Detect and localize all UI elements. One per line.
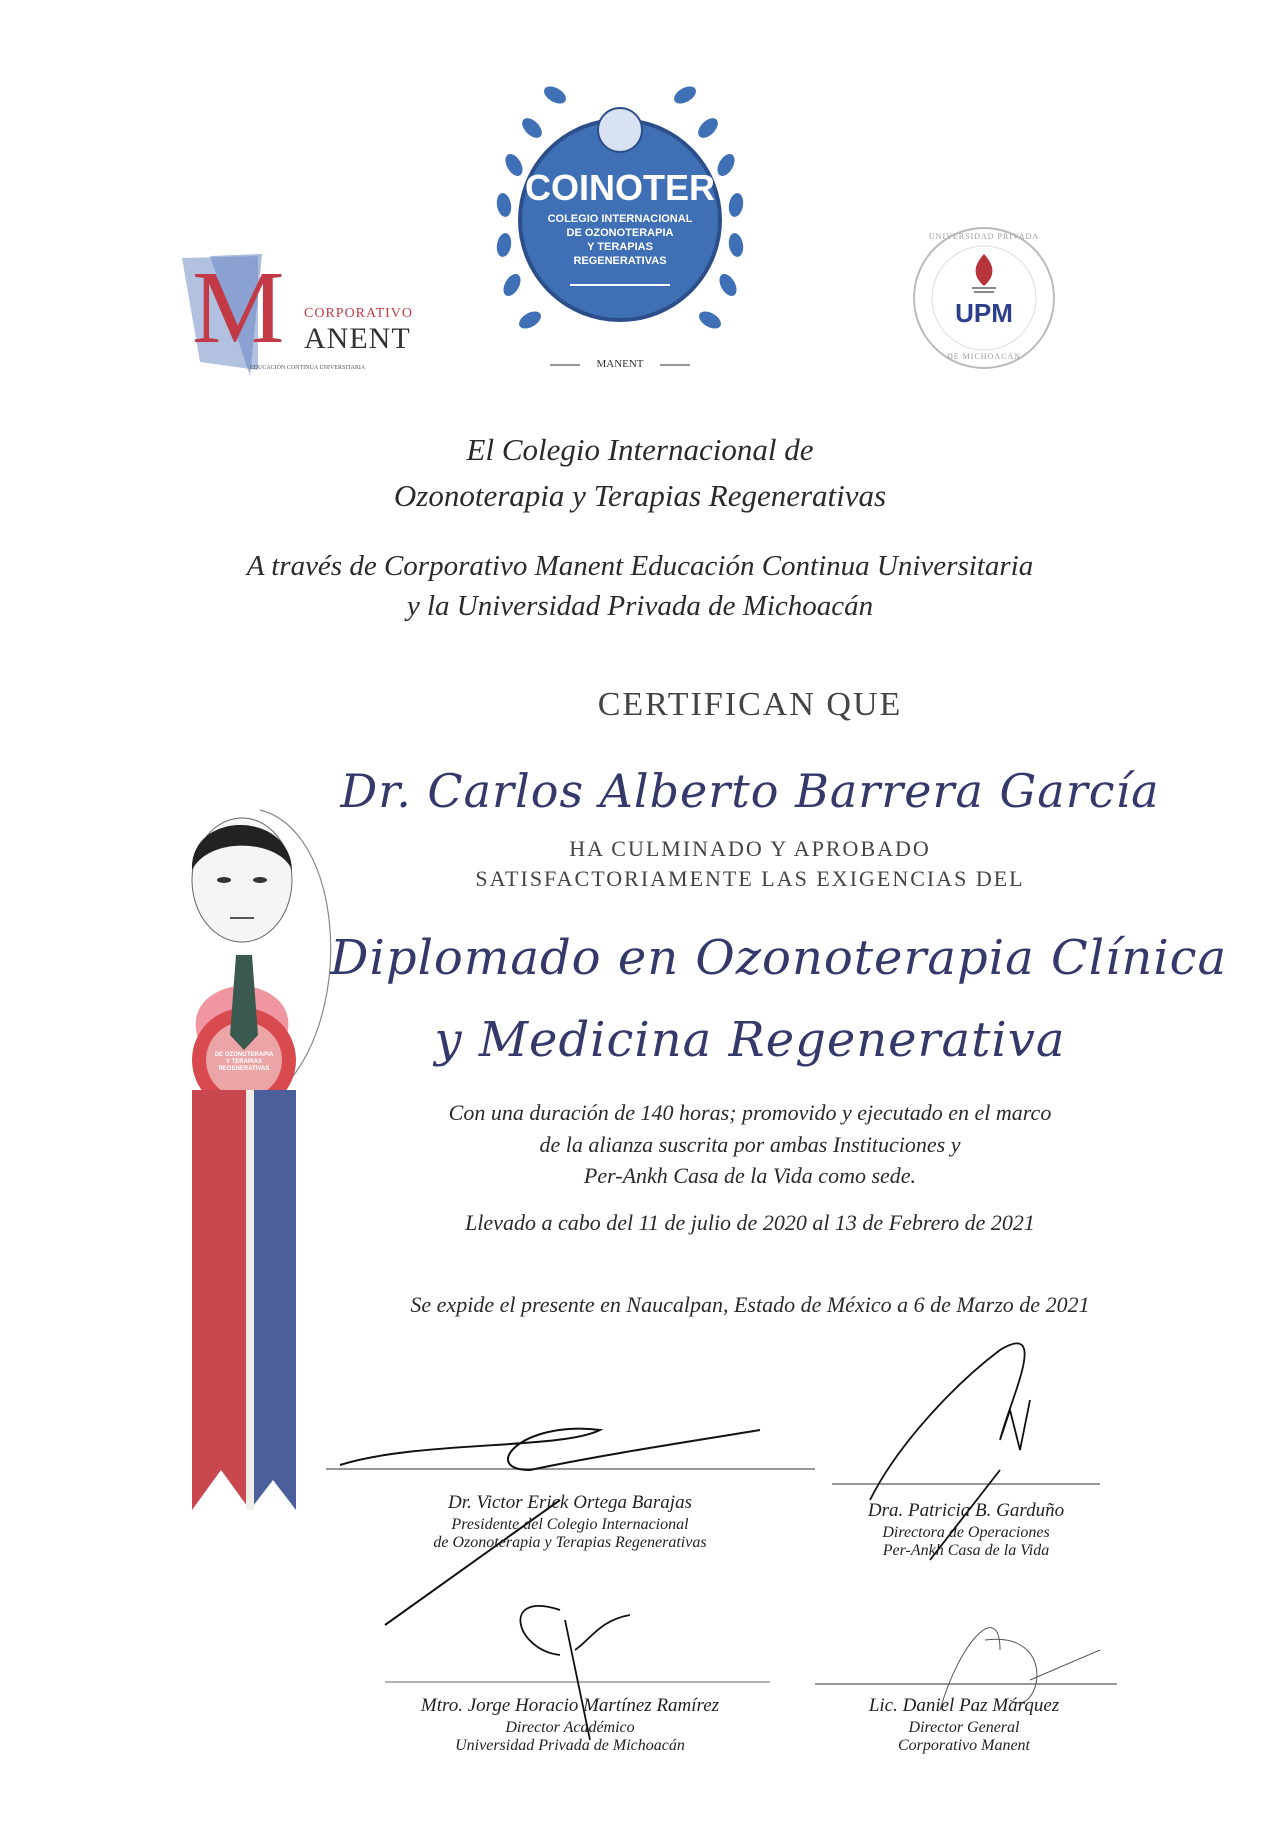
signatory-name: Lic. Daniel Paz Márquez — [868, 1695, 1060, 1716]
heading-line-4: y la Universidad Privada de Michoacán — [406, 590, 874, 622]
upm-ring-bottom: DE MICHOACÁN — [947, 352, 1021, 361]
heading-line-3: A través de Corporativo Manent Educación Continua Universitaria — [246, 550, 1034, 582]
manent-corporativo: CORPORATIVO — [304, 306, 414, 321]
signatory-role: Presidente del Colegio Internacional — [451, 1516, 689, 1533]
signatory-org: Universidad Privada de Michoacán — [455, 1737, 685, 1754]
coinoter-line: DE OZONOTERAPIA — [566, 227, 674, 239]
seal-line: REGENERATIVAS — [218, 1066, 270, 1072]
details-line-3: Per-Ankh Casa de la Vida como sede. — [583, 1163, 917, 1188]
details-line-1: Con una duración de 140 horas; promovido y ejecutado en el marco — [448, 1100, 1052, 1125]
signatory-org: Corporativo Manent — [898, 1737, 1030, 1754]
seal-line: Y TERAPIAS — [226, 1059, 262, 1065]
details-line-2: de la alianza suscrita por ambas Instituciones y — [539, 1132, 961, 1157]
signatory-name: Dr. Victor Erick Ortega Barajas — [448, 1492, 692, 1513]
certify-heading: CERTIFICAN QUE — [597, 686, 903, 723]
manent-name: ANENT — [304, 322, 411, 355]
upm-initials: UPM — [955, 298, 1013, 328]
signatory-2 — [766, 1500, 1166, 1560]
signatory-4 — [764, 1695, 1164, 1755]
heading-line-1: El Colegio Internacional de — [466, 432, 814, 467]
coinoter-subtitle — [490, 212, 750, 268]
program-line-1: Diplomado en Ozonoterapia Clínica — [330, 930, 1228, 986]
coinoter-line: COLEGIO INTERNACIONAL — [547, 213, 693, 225]
signatory-name: Mtro. Jorge Horacio Martínez Ramírez — [420, 1695, 720, 1716]
coinoter-title: COINOTER — [524, 167, 715, 208]
seal-text — [204, 1052, 284, 1073]
signatory-role: Director Académico — [505, 1719, 635, 1736]
manent-tagline: EDUCACIÓN CONTINUA UNIVERSITARIA — [250, 365, 366, 371]
statement-line-1: HA CULMINADO Y APROBADO — [569, 836, 931, 861]
signatory-role: Director General — [908, 1719, 1020, 1736]
recipient-photo — [140, 790, 360, 1520]
upm-ring-top: UNIVERSIDAD PRIVADA — [928, 232, 1040, 241]
coinoter-logo — [490, 70, 750, 380]
upm-seal — [910, 224, 1058, 372]
signatory-org: de Ozonoterapia y Terapias Regenerativas — [433, 1534, 707, 1551]
statement-line-2: SATISFACTORIAMENTE LAS EXIGENCIAS DEL — [475, 866, 1025, 891]
coinoter-line: Y TERAPIAS — [587, 241, 653, 253]
manent-letter: M — [192, 250, 285, 365]
signatory-role: Directora de Operaciones — [882, 1524, 1050, 1541]
signatory-org: Per-Ankh Casa de la Vida — [882, 1542, 1050, 1559]
coinoter-ribbon: MANENT — [580, 358, 660, 370]
program-line-2: y Medicina Regenerativa — [434, 1012, 1066, 1068]
issue-place-date: Se expide el presente en Naucalpan, Estado de México a 6 de Marzo de 2021 — [410, 1292, 1090, 1317]
manent-logo — [180, 252, 440, 376]
coinoter-line: REGENERATIVAS — [573, 255, 667, 267]
dates: Llevado a cabo del 11 de julio de 2020 al 13 de Febrero de 2021 — [465, 1210, 1035, 1235]
signatory-3 — [370, 1695, 770, 1755]
seal-line: DE OZONOTERAPIA — [214, 1052, 274, 1058]
heading-line-2: Ozonoterapia y Terapias Regenerativas — [393, 478, 887, 513]
recipient-name: Dr. Carlos Alberto Barrera García — [340, 764, 1160, 818]
signatory-1 — [370, 1492, 770, 1552]
portrait-ribbon-illustration — [140, 790, 360, 1520]
signatory-name: Dra. Patricia B. Garduño — [867, 1500, 1065, 1521]
